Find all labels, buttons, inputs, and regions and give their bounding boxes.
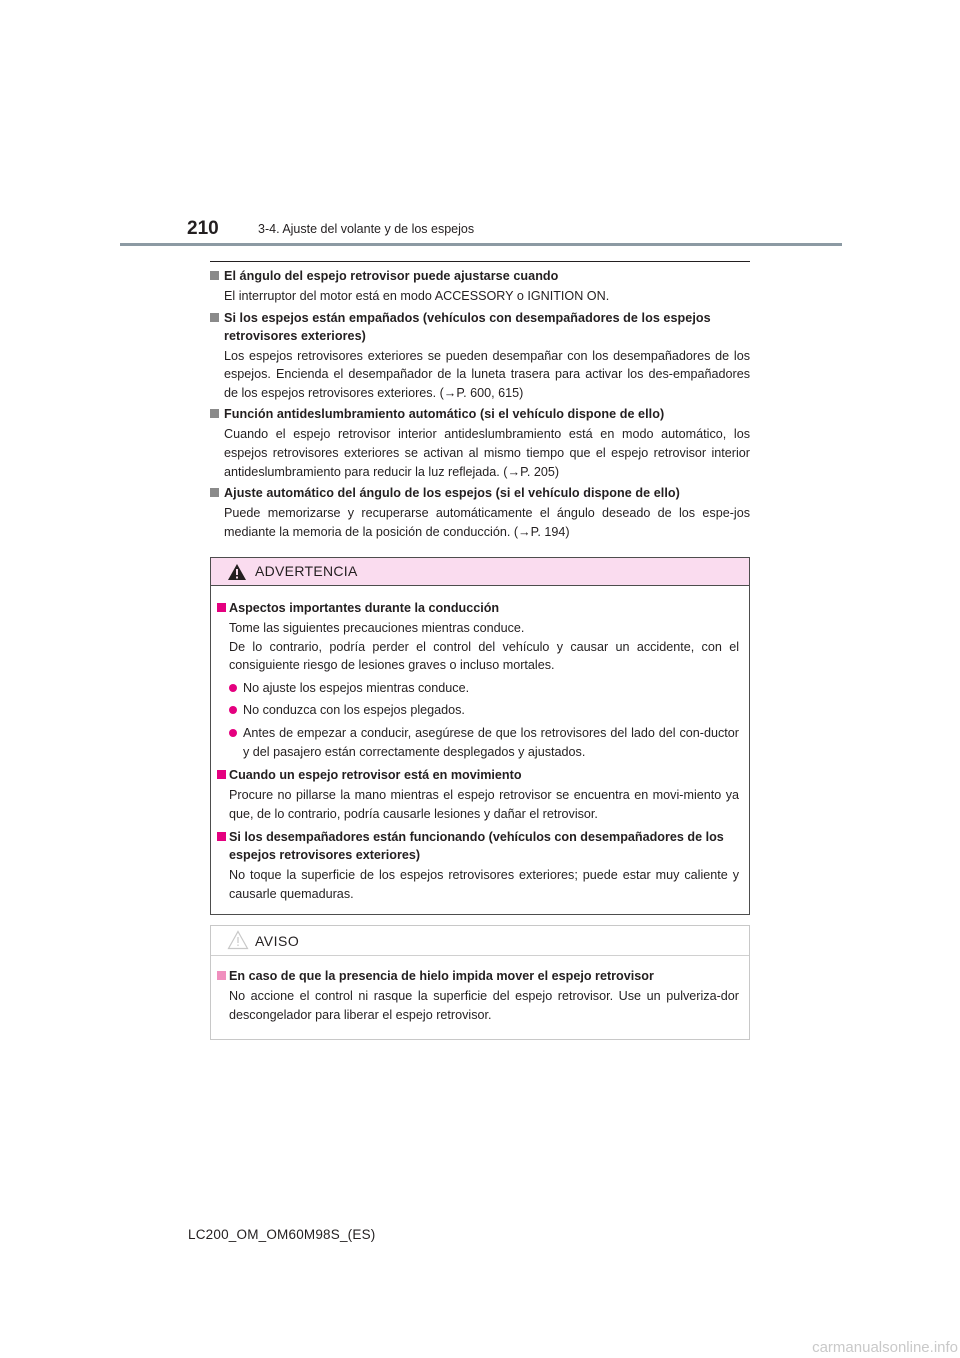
warning-item xyxy=(217,599,739,761)
circle-bullet-icon xyxy=(229,706,237,714)
warning-item-title: Cuando un espejo retrovisor está en movimiento xyxy=(229,768,522,783)
square-bullet-icon xyxy=(217,971,226,980)
warning-item xyxy=(217,766,739,823)
warning-bullet-text: No ajuste los espejos mientras conduce. xyxy=(243,680,470,695)
square-bullet-icon xyxy=(217,832,226,841)
warning-bullet xyxy=(229,724,739,761)
caution-triangle-icon xyxy=(227,930,249,950)
notice-box xyxy=(210,925,750,1040)
info-section-body: Puede memorizarse y recuperarse automáticamente el ángulo deseado de los espe-jos mediante la memoria de la posición de conducción. (→P. 194) xyxy=(224,506,750,539)
info-section-title: El ángulo del espejo retrovisor puede ajustarse cuando xyxy=(224,269,559,283)
info-section xyxy=(210,309,750,403)
square-bullet-icon xyxy=(217,770,226,779)
warning-bullet xyxy=(229,679,739,698)
warning-box xyxy=(210,557,750,915)
square-bullet-icon xyxy=(210,409,219,418)
info-section-body: Cuando el espejo retrovisor interior antideslumbramiento está en modo automático, los espejos retrovisores exteriores se activan al mismo tiempo que el espejo retrovisor interior antideslumbramiento para reducir la luz reflejada. (→P. 205) xyxy=(224,427,750,479)
info-sections xyxy=(210,267,750,544)
warning-triangle-icon xyxy=(227,563,247,581)
warning-item-text: Tome las siguientes precauciones mientras conduce. De lo contrario, podría perder el control del vehículo y causar un accidente, con el consiguiente riesgo de lesiones graves o incluso mortales. xyxy=(229,621,739,673)
watermark: carmanualsonline.info xyxy=(812,1339,958,1356)
info-section-body: El interruptor del motor está en modo ACCESSORY o IGNITION ON. xyxy=(224,289,610,303)
section-title: 3-4. Ajuste del volante y de los espejos xyxy=(258,222,475,236)
info-section xyxy=(210,484,750,541)
circle-bullet-icon xyxy=(229,684,237,692)
info-section-title: Si los espejos están empañados (vehículos con desempañadores de los espejos retrovisores exteriores) xyxy=(224,310,711,343)
page-number: 210 xyxy=(187,218,219,239)
notice-item xyxy=(217,967,739,1024)
info-section xyxy=(210,405,750,481)
warning-content xyxy=(211,586,749,904)
document-code: LC200_OM_OM60M98S_(ES) xyxy=(188,1227,376,1242)
square-bullet-icon xyxy=(210,313,219,322)
page-header xyxy=(0,0,960,250)
warning-bullet-text: No conduzca con los espejos plegados. xyxy=(243,703,465,718)
info-section xyxy=(210,267,750,306)
square-bullet-icon xyxy=(210,271,219,280)
info-section-title: Ajuste automático del ángulo de los espejos (si el vehículo dispone de ello) xyxy=(224,486,680,501)
info-section-title: Función antideslumbramiento automático (si el vehículo dispone de ello) xyxy=(224,407,665,422)
warning-item-title: Aspectos importantes durante la conducción xyxy=(229,601,500,615)
notice-item-body: No accione el control ni rasque la superficie del espejo retrovisor. Use un pulveriza-dor descongelador para liberar el espejo retrovisor. xyxy=(229,989,739,1022)
warning-item-body: Procure no pillarse la mano mientras el espejo retrovisor se encuentra en movi-miento ya que, de lo contrario, podría causarle lesiones y dañar el retrovisor. xyxy=(229,788,739,821)
notice-content xyxy=(211,956,749,1024)
warning-item-body xyxy=(229,619,739,675)
notice-item-title: En caso de que la presencia de hielo impida mover el espejo retrovisor xyxy=(229,969,654,983)
notice-label: AVISO xyxy=(255,933,300,949)
warning-item-title: Si los desempañadores están funcionando (vehículos con desempañadores de los espejos retrovisores exteriores) xyxy=(229,830,724,863)
content-divider xyxy=(210,261,750,262)
square-bullet-icon xyxy=(210,488,219,497)
warning-label: ADVERTENCIA xyxy=(255,563,358,579)
header-divider xyxy=(120,243,842,246)
warning-item-body: No toque la superficie de los espejos retrovisores exteriores; puede estar muy caliente y causarle quemaduras. xyxy=(229,868,739,901)
warning-header xyxy=(211,558,749,586)
warning-bullet-text: Antes de empezar a conducir, asegúrese de que los retrovisores del lado del con-ductor y del pasajero están correctamente desplegados y ajustados. xyxy=(243,725,739,759)
warning-item xyxy=(217,828,739,903)
circle-bullet-icon xyxy=(229,729,237,737)
square-bullet-icon xyxy=(217,603,226,612)
info-section-body: Los espejos retrovisores exteriores se pueden desempañar con los desempañadores de los espejos. Encienda el desempañador de la luneta trasera para activar los des-empañadores de los espejos retrovisores exteriores. (→P. 600, 615) xyxy=(224,348,750,400)
notice-header xyxy=(211,926,749,956)
warning-bullet xyxy=(229,701,739,720)
